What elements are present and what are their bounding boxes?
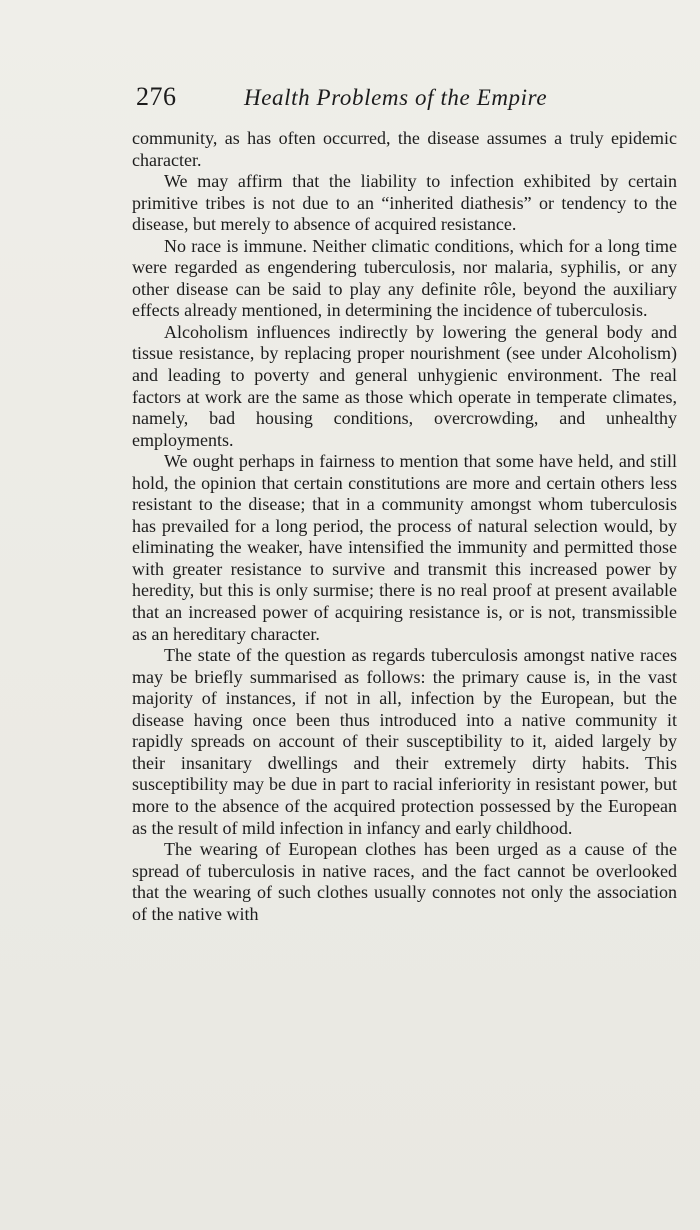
paragraph-alcoholism: Alcoholism influences indirectly by lowering the general body and tissue resistance, by replacing proper nourishment (see under Alcoholism) and leading to poverty and general unhygienic environment. The real factors at work are the same as those which operate in temperate climates, namely, bad housing conditions, overcrowding, and unhealthy employments. <box>132 321 677 450</box>
paragraph-inherited-diathesis: We may affirm that the liability to infection exhibited by certain primitive tribes is not due to an “inherited diathesis” or tendency to the disease, but merely to absence of acquired resistance. <box>132 171 677 235</box>
body-text <box>132 128 677 925</box>
paragraph-constitutions: We ought perhaps in fairness to mention that some have held, and still hold, the opinion that certain constitutions are more and certain others less resistant to the disease; that in a community amongst whom tuberculosis has prevailed for a long period, the process of natural selection would, by eliminating the weaker, have intensified the immunity and permitted those with greater resistance to survive and transmit this increased power by heredity, but this is only surmise; there is no real proof at present available that an increased power of acquiring resistance is, or is not, transmissible as an hereditary character. <box>132 451 677 644</box>
paragraph-continuation: community, as has often occurred, the disease assumes a truly epidemic character. <box>132 128 677 170</box>
running-head <box>136 82 576 116</box>
paragraph-european-clothes: The wearing of European clothes has been urged as a cause of the spread of tuberculosis in native races, and the fact cannot be overlooked that the wearing of such clothes usually connotes not only the association of the native with <box>132 839 677 924</box>
paragraph-no-race-immune: No race is immune. Neither climatic conditions, which for a long time were regarded as engendering tuberculosis, nor malaria, syphilis, or any other disease can be said to play any definite rôle, beyond the auxiliary effects already mentioned, in determining the incidence of tuberculosis. <box>132 235 677 321</box>
page-number: 276 <box>136 82 177 111</box>
paragraph-summary: The state of the question as regards tuberculosis amongst native races may be briefly summarised as follows: the primary cause is, in the vast majority of instances, if not in all, infection by the European, but the disease having once been thus introduced into a native community it rapidly spreads on account of their susceptibility to it, aided largely by their insanitary dwellings and their extremely dirty habits. This susceptibility may be due in part to racial inferiority in resistant power, but more to the absence of the acquired protection possessed by the European as the result of mild infection in infancy and early childhood. <box>132 645 677 838</box>
running-title: Health Problems of the Empire <box>244 85 548 110</box>
